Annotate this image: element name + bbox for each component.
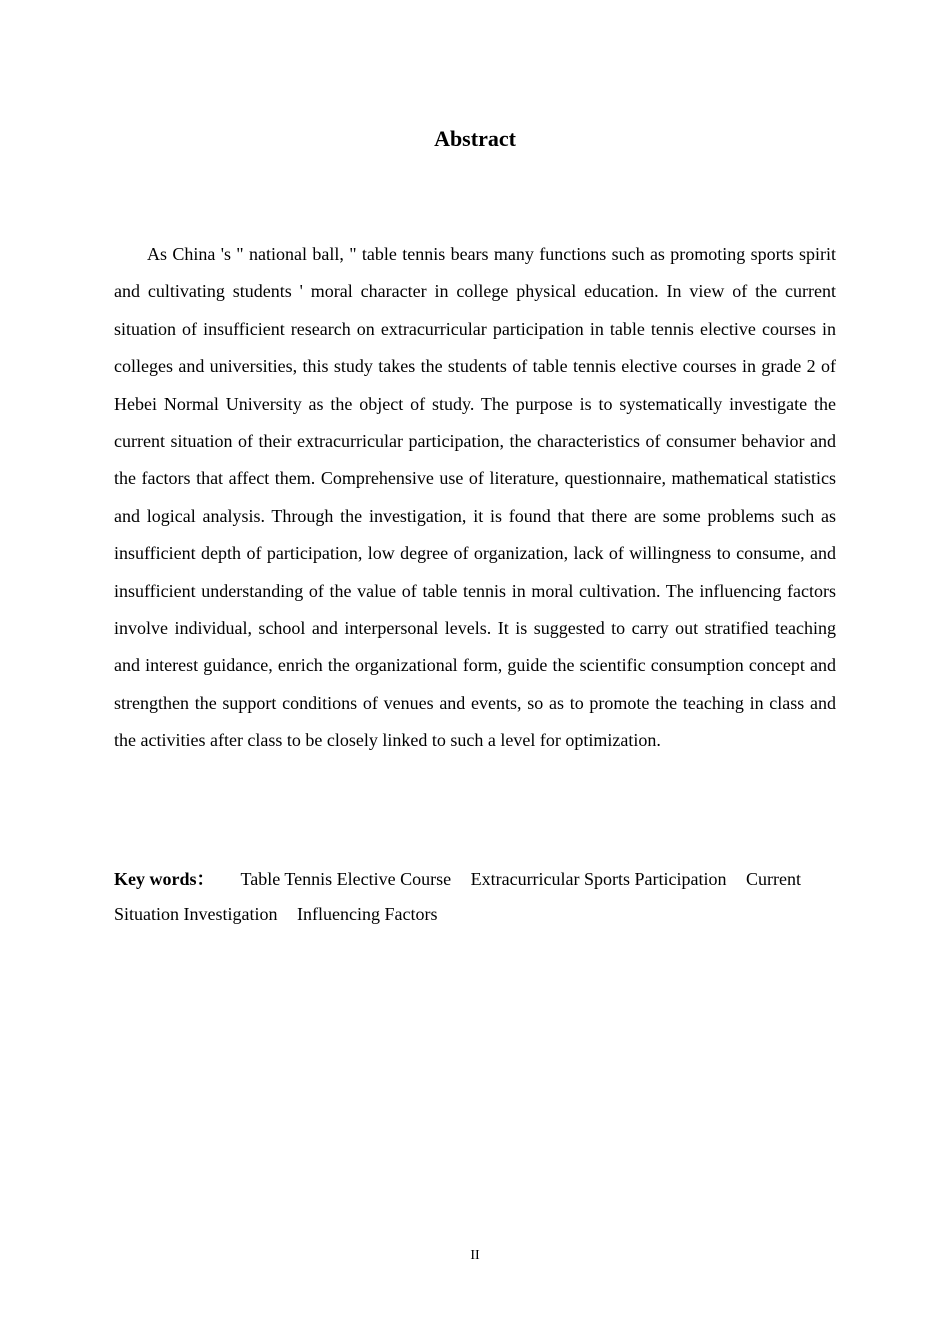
keyword-item: Current Situation Investigation <box>114 869 801 924</box>
keyword-item: Table Tennis Elective Course <box>240 869 452 889</box>
keywords-section <box>114 862 836 932</box>
page-number: II <box>470 1248 480 1263</box>
keywords-label: Key words： <box>114 869 215 889</box>
keyword-item: Influencing Factors <box>297 904 438 924</box>
keyword-item: Extracurricular Sports Participation <box>470 869 727 889</box>
abstract-title: Abstract <box>434 126 516 151</box>
abstract-body: As China 's " national ball, " table tennis bears many functions such as promoting sports spirit and cultivating students ' moral character in college physical education. In view of the current situation of insufficient research on extracurricular participation in table tennis elective courses in colleges and universities, this study takes the students of table tennis elective courses in grade 2 of Hebei Normal University as the object of study. The purpose is to systematically investigate the current situation of their extracurricular participation, the characteristics of consumer behavior and the factors that affect them. Comprehensive use of literature, questionnaire, mathematical statistics and logical analysis. Through the investigation, it is found that there are some problems such as insufficient depth of participation, low degree of organization, lack of willingness to consume, and insufficient understanding of the value of table tennis in moral cultivation. The influencing factors involve individual, school and interpersonal levels. It is suggested to carry out stratified teaching and interest guidance, enrich the organizational form, guide the scientific consumption concept and strengthen the support conditions of venues and events, so as to promote the teaching in class and the activities after class to be closely linked to such a level for optimization. <box>114 244 836 751</box>
